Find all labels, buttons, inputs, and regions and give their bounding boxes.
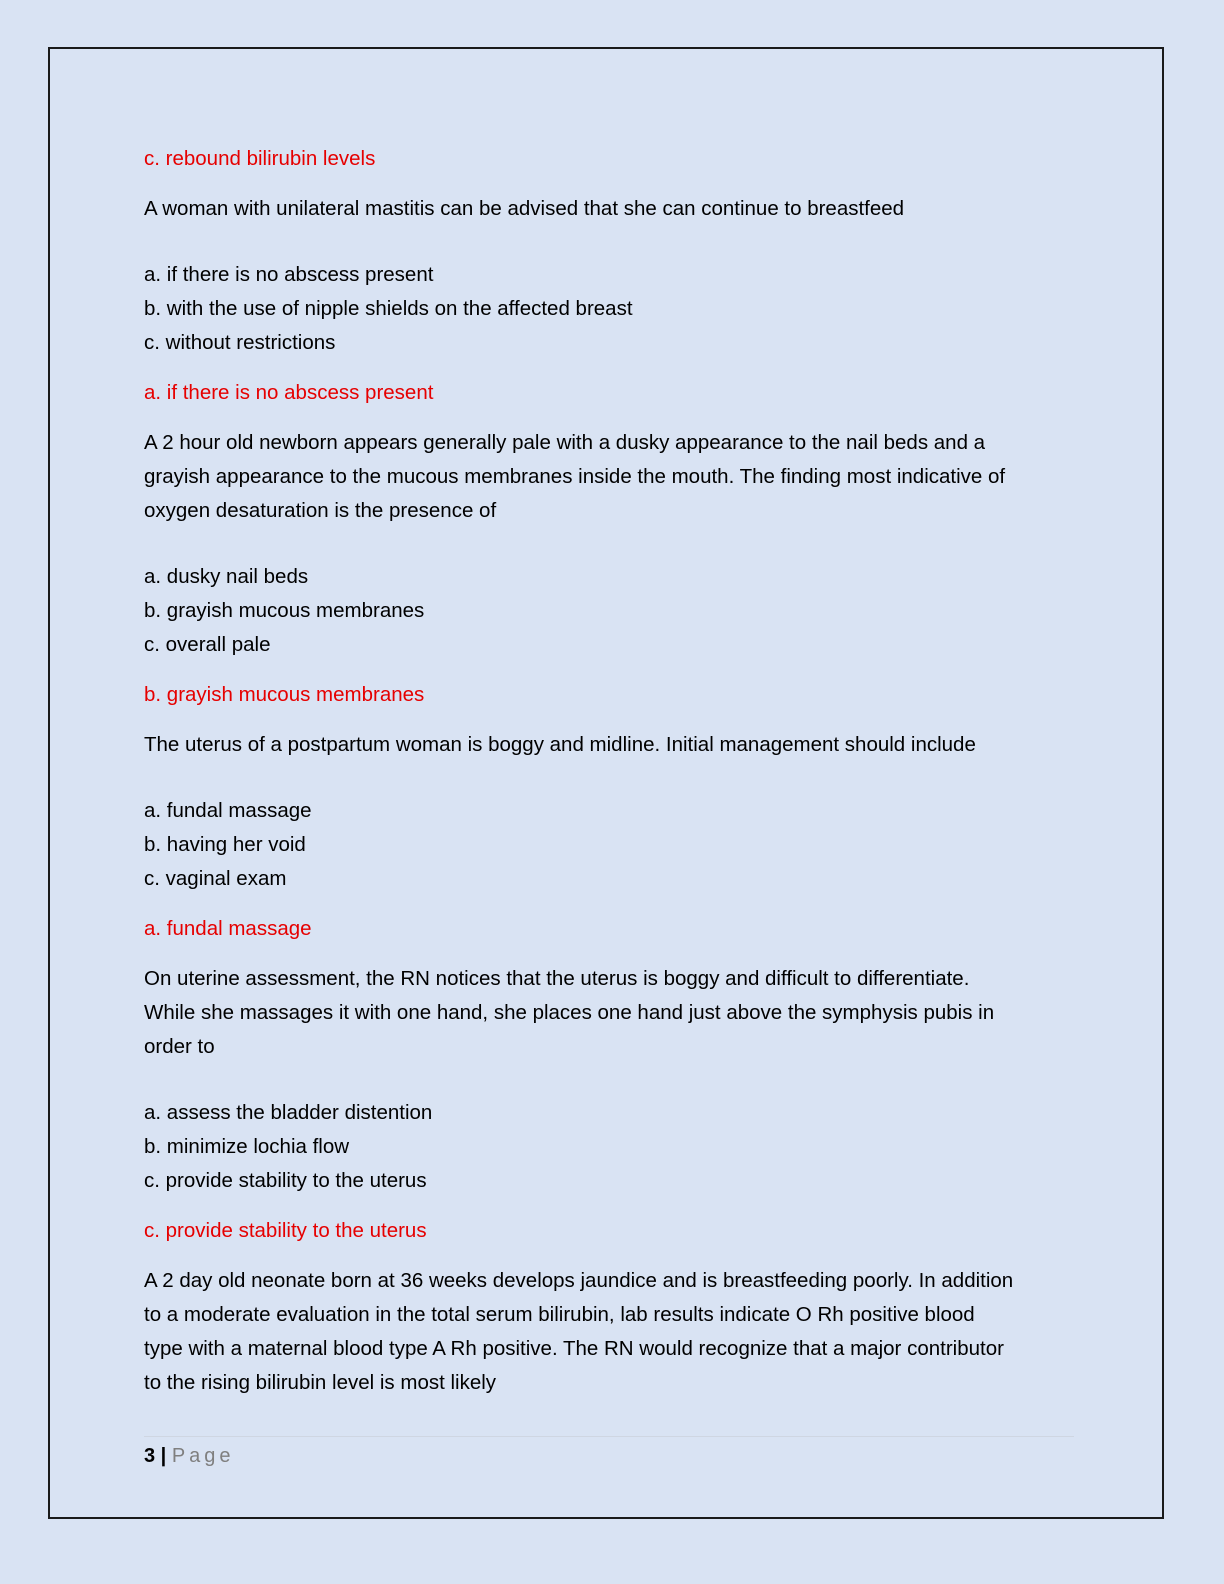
option-line: a. dusky nail beds (144, 565, 309, 588)
option-line: b. with the use of nipple shields on the affected breast (144, 297, 633, 320)
question-line: to the rising bilirubin level is most likely (144, 1371, 497, 1394)
question-line: order to (144, 1035, 215, 1058)
option-line: c. overall pale (144, 633, 271, 656)
page-number: 3 (144, 1445, 156, 1467)
option-line: c. provide stability to the uterus (144, 1169, 427, 1192)
question-line: type with a maternal blood type A Rh positive. The RN would recognize that a major contributor (144, 1337, 1004, 1360)
answer-line: b. grayish mucous membranes (144, 683, 425, 706)
question-line: A 2 day old neonate born at 36 weeks develops jaundice and is breastfeeding poorly. In addition (144, 1269, 1014, 1292)
option-line: c. without restrictions (144, 331, 336, 354)
question-line: grayish appearance to the mucous membranes inside the mouth. The finding most indicative of (144, 465, 1006, 488)
answer-line: a. if there is no abscess present (144, 381, 434, 404)
option-line: b. grayish mucous membranes (144, 599, 425, 622)
option-line: b. minimize lochia flow (144, 1135, 350, 1158)
question-line: A 2 hour old newborn appears generally pale with a dusky appearance to the nail beds and a (144, 431, 986, 454)
option-line: a. assess the bladder distention (144, 1101, 433, 1124)
option-line: b. having her void (144, 833, 306, 856)
answer-line: c. rebound bilirubin levels (144, 147, 376, 170)
option-line: a. fundal massage (144, 799, 312, 822)
question-line: oxygen desaturation is the presence of (144, 499, 497, 522)
answer-line: a. fundal massage (144, 917, 312, 940)
page-footer (144, 1436, 1074, 1471)
option-line: a. if there is no abscess present (144, 263, 434, 286)
footer-separator: | (155, 1445, 172, 1467)
question-line: While she massages it with one hand, she places one hand just above the symphysis pubis in (144, 1001, 995, 1024)
question-line: On uterine assessment, the RN notices that the uterus is boggy and difficult to differentiate. (144, 967, 970, 990)
document-body (144, 142, 1079, 1400)
answer-line: c. provide stability to the uterus (144, 1219, 427, 1242)
option-line: c. vaginal exam (144, 867, 287, 890)
question-line: to a moderate evaluation in the total serum bilirubin, lab results indicate O Rh positive blood (144, 1303, 975, 1326)
page-label: Page (171, 1445, 235, 1467)
question-line: The uterus of a postpartum woman is boggy and midline. Initial management should include (144, 733, 976, 756)
question-line: A woman with unilateral mastitis can be advised that she can continue to breastfeed (144, 197, 905, 220)
